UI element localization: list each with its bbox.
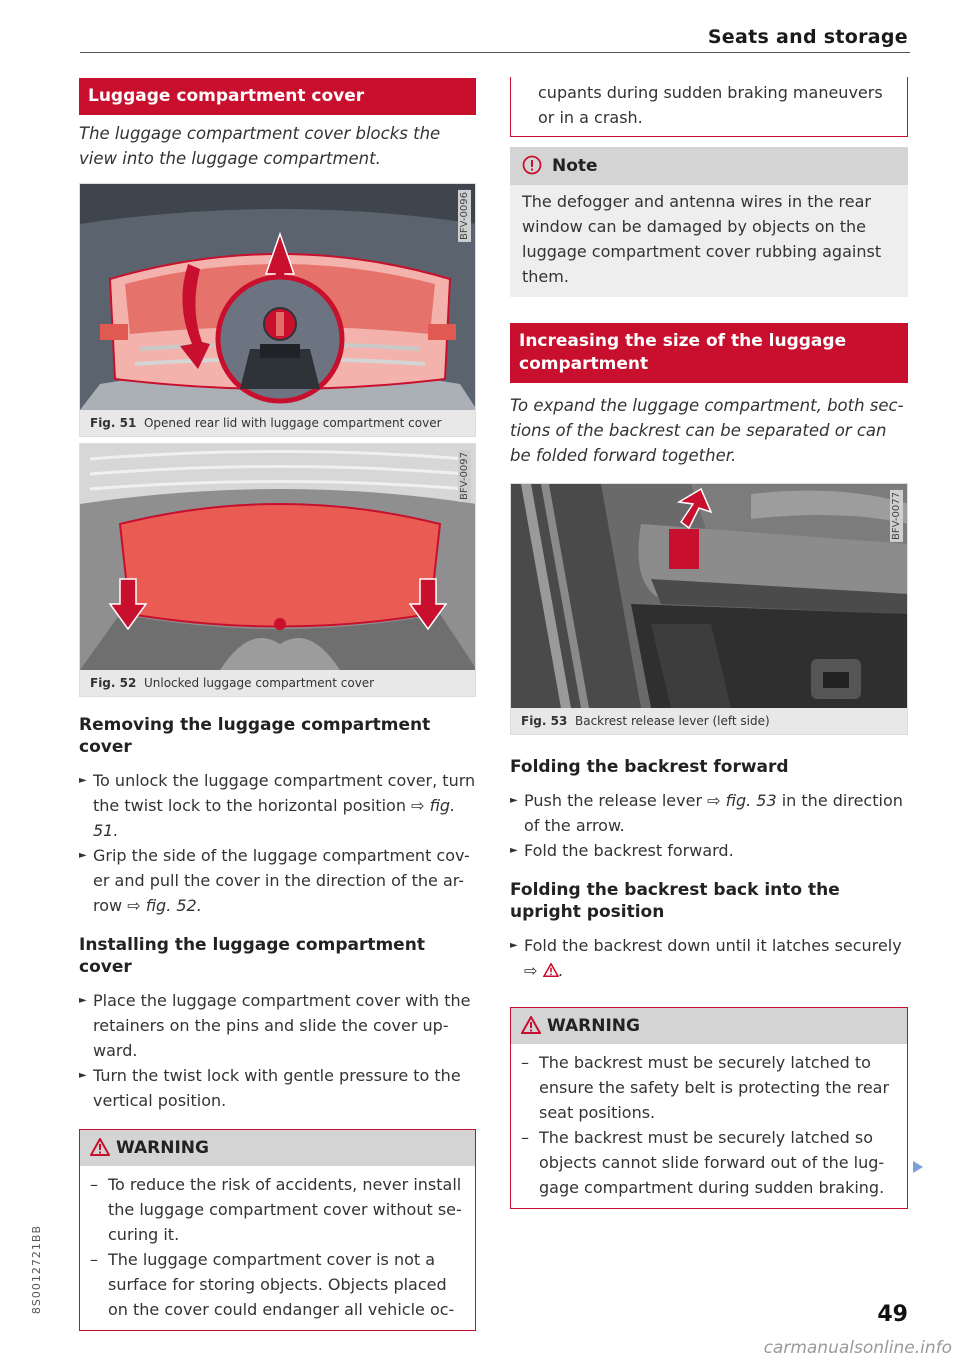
left-column [79,78,476,1331]
running-header: Seats and storage [707,26,908,48]
warning-header [511,1008,907,1044]
figure-51-number: Fig. 51 [90,416,137,430]
warning-continuation-box [510,77,908,137]
warning-header [80,1130,475,1166]
step-text: Fold the backrest down until it latches securely [524,936,902,955]
heading-removing: Removing the luggage compartment cover [79,715,431,757]
warning-reference-link[interactable]: ⇨ . [524,961,564,980]
figure-53-caption-text: Backrest release lever (left side) [574,714,770,728]
warning-item: – The backrest must be securely latched so objects cannot slide forward out of the lug-gage compartment during sudden braking. [521,1125,897,1200]
section-intro: The luggage compartment cover blocks the view into the luggage compartment. [79,124,441,168]
section-title-luggage-cover: Luggage compartment cover [79,78,476,115]
figure-reference-link[interactable]: ⇨ fig. 51. [93,796,456,840]
figure-52-image [80,444,475,670]
watermark: carmanualsonline.info [763,1338,952,1358]
figure-52-number: Fig. 52 [90,676,137,690]
step-text: To unlock the luggage compartment cover, turn the twist lock to the horizontal position [93,771,476,815]
figure-52-code: BFV-0097 [459,452,470,500]
unlocked-cover-illustration [80,444,475,670]
warning-item: – To reduce the risk of accidents, never install the luggage compartment cover without se-curing it. [90,1172,465,1247]
figure-53-image [511,484,907,708]
step-text: in the direction of the arrow. [524,791,903,835]
step-list-item [510,933,908,983]
warning-body [80,1166,475,1330]
removing-steps [79,768,476,918]
right-column [510,77,908,1209]
figure-53 [510,483,908,735]
note-header [510,147,908,185]
figure-53-caption [511,708,907,734]
figure-51-code: BFV-0096 [459,192,470,240]
step-text: Push the release lever [524,791,703,810]
header-rule [80,52,910,53]
continue-arrow-icon [912,1160,924,1174]
backrest-lever-illustration [511,484,907,708]
warning-body [511,1044,907,1208]
reference-arrow: ⇨ [524,961,538,980]
heading-folding-forward: Folding the backrest forward [510,757,789,777]
section-intro: To expand the luggage compartment, both sec-tions of the backrest can be separated or can be folded forward together. [510,396,904,465]
step-list-item [510,788,908,838]
warning-item: – The backrest must be securely latched to ensure the safety belt is protecting the rear seat positions. [521,1050,897,1125]
section-title-increasing: Increasing the size of the luggage compartment [510,323,908,383]
warning-triangle-icon [90,1138,110,1156]
step-list-item [79,843,476,918]
figure-53-code: BFV-0077 [891,492,902,540]
step-text: Grip the side of the luggage compartment cov-er and pull the cover in the direction of the ar-row [93,846,470,915]
rear-lid-illustration [80,184,475,410]
figure-51-caption [80,410,475,436]
figure-reference-link[interactable]: ⇨ fig. 52. [127,896,202,915]
figure-51-caption-text: Opened rear lid with luggage compartment cover [143,416,442,430]
warning-label: WARNING [547,1016,640,1036]
upright-steps [510,933,908,983]
warning-label: WARNING [116,1138,209,1158]
installing-steps [79,988,476,1113]
warning-box-left [79,1129,476,1331]
heading-installing: Installing the luggage compartment cover [79,935,425,977]
note-box [510,147,908,297]
note-body: The defogger and antenna wires in the rear window can be damaged by objects on the luggage compartment cover rubbing against them. [510,185,908,297]
warning-continuation-text: cupants during sudden braking maneuvers or in a crash. [538,83,883,127]
figure-52-caption-text: Unlocked luggage compartment cover [143,676,375,690]
heading-folding-upright: Folding the backrest back into the upright position [510,880,840,922]
folding-steps [510,788,908,863]
step-list-item: ► Place the luggage compartment cover with the retainers on the pins and slide the cover up-ward. [79,988,476,1063]
figure-51-image [80,184,475,410]
figure-reference-link[interactable]: ⇨ fig. 53 [707,791,777,810]
note-exclamation-icon [522,155,542,175]
note-label: Note [552,156,598,176]
warning-item: – The luggage compartment cover is not a surface for storing objects. Objects placed on the cover could endanger all vehicle oc- [90,1247,465,1322]
figure-52 [79,443,476,697]
step-list-item: ► Fold the backrest forward. [510,838,908,863]
document-code: 8S0012721BB [30,1225,43,1315]
page-number: 49 [877,1302,908,1327]
figure-51 [79,183,476,437]
step-list-item [79,768,476,843]
step-list-item: ► Turn the twist lock with gentle pressure to the vertical position. [79,1063,476,1113]
warning-triangle-icon [543,963,559,977]
warning-triangle-icon [521,1016,541,1034]
figure-53-number: Fig. 53 [521,714,568,728]
figure-52-caption [80,670,475,696]
warning-box-right [510,1007,908,1209]
